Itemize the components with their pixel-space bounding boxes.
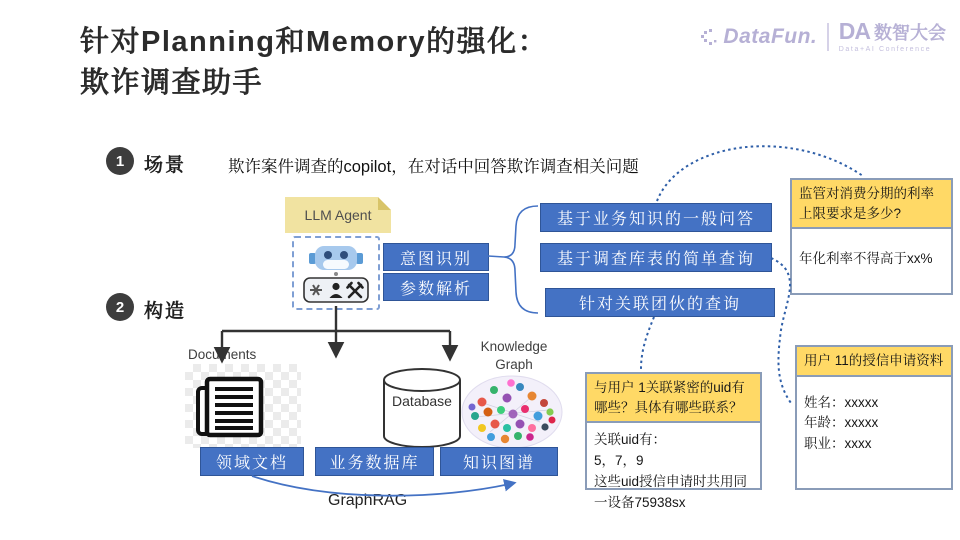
sticky-fold-corner <box>378 197 391 210</box>
page-title <box>80 22 548 104</box>
note3-answer-line1: 姓名：xxxxx <box>804 394 879 410</box>
note1-answer: 年化利率不得高于xx% <box>799 251 933 267</box>
da-logo-subtitle: Data+AI Conference <box>838 46 932 53</box>
note2-question: 与用户 1关联紧密的uid有哪些？具体有哪些联系？ <box>587 374 760 423</box>
database-label: Database <box>392 393 452 409</box>
note3-answer-line3: 职业：xxxx <box>804 436 872 452</box>
note2-answer <box>587 423 760 521</box>
documents-label: Documents <box>188 347 257 362</box>
qa-note-related-uids <box>585 372 762 510</box>
title-line-2: 欺诈调查助手 <box>80 67 264 100</box>
capability-parameter-parsing: 参数解析 <box>383 273 489 301</box>
note2-answer-line1: 关联uid有： <box>594 432 667 448</box>
section2-number-badge: 2 <box>106 293 134 321</box>
llm-agent-label: LLM Agent <box>304 207 372 223</box>
knowledge-graph-image <box>460 372 564 450</box>
query-type-table-query: 基于调查库表的简单查询 <box>540 243 772 272</box>
knowledge-graph-label: Knowledge Graph <box>480 339 548 372</box>
note3-question: 用户 11的授信申请资料 <box>797 347 951 377</box>
source-box-knowledge-graph: 知识图谱 <box>440 447 558 476</box>
intent-to-queries-brace <box>488 206 538 313</box>
section1-number-badge: 1 <box>106 147 134 175</box>
da-logo-name: 数智大会 <box>874 23 946 43</box>
llm-agent-sticky-note <box>285 197 391 233</box>
query-type-general-qa: 基于业务知识的一般问答 <box>540 203 772 232</box>
query-type-gang-query: 针对关联团伙的查询 <box>545 288 775 317</box>
note3-answer <box>797 377 951 463</box>
qa-note-interest-rate <box>790 178 953 295</box>
note2-answer-line2: 5，7，9 <box>594 453 644 469</box>
da-logo-mark: DA <box>838 18 870 44</box>
conference-logos <box>700 20 946 53</box>
section1-label: 场景 <box>144 155 187 176</box>
section2-label: 构造 <box>144 301 187 322</box>
datafun-dots-icon <box>700 27 720 47</box>
datafun-logo <box>700 25 817 49</box>
robot-agent-icon <box>296 241 376 305</box>
note1-question: 监管对消费分期的利率上限要求是多少? <box>792 180 951 229</box>
da-logo <box>839 20 946 53</box>
llm-agent-box <box>292 236 380 310</box>
newspaper-icon <box>194 374 268 440</box>
logo-divider <box>827 23 829 51</box>
source-box-business-database: 业务数据库 <box>315 447 434 476</box>
scenario-description: 欺诈案件调查的copilot，在对话中回答欺诈调查相关问题 <box>228 158 639 176</box>
graphrag-label: GraphRAG <box>328 492 408 509</box>
note2-answer-line3: 这些uid授信申请时共用同一设备75938sx <box>594 473 748 510</box>
source-box-domain-documents: 领域文档 <box>200 447 304 476</box>
capability-intent-recognition: 意图识别 <box>383 243 489 271</box>
title-line-1: 针对Planning和Memory的强化： <box>80 26 549 58</box>
datafun-logo-text: DataFun. <box>723 24 818 48</box>
qa-note-user11-profile <box>795 345 953 490</box>
database-cylinder-icon <box>378 366 466 450</box>
note3-answer-line2: 年龄：xxxxx <box>804 415 879 431</box>
